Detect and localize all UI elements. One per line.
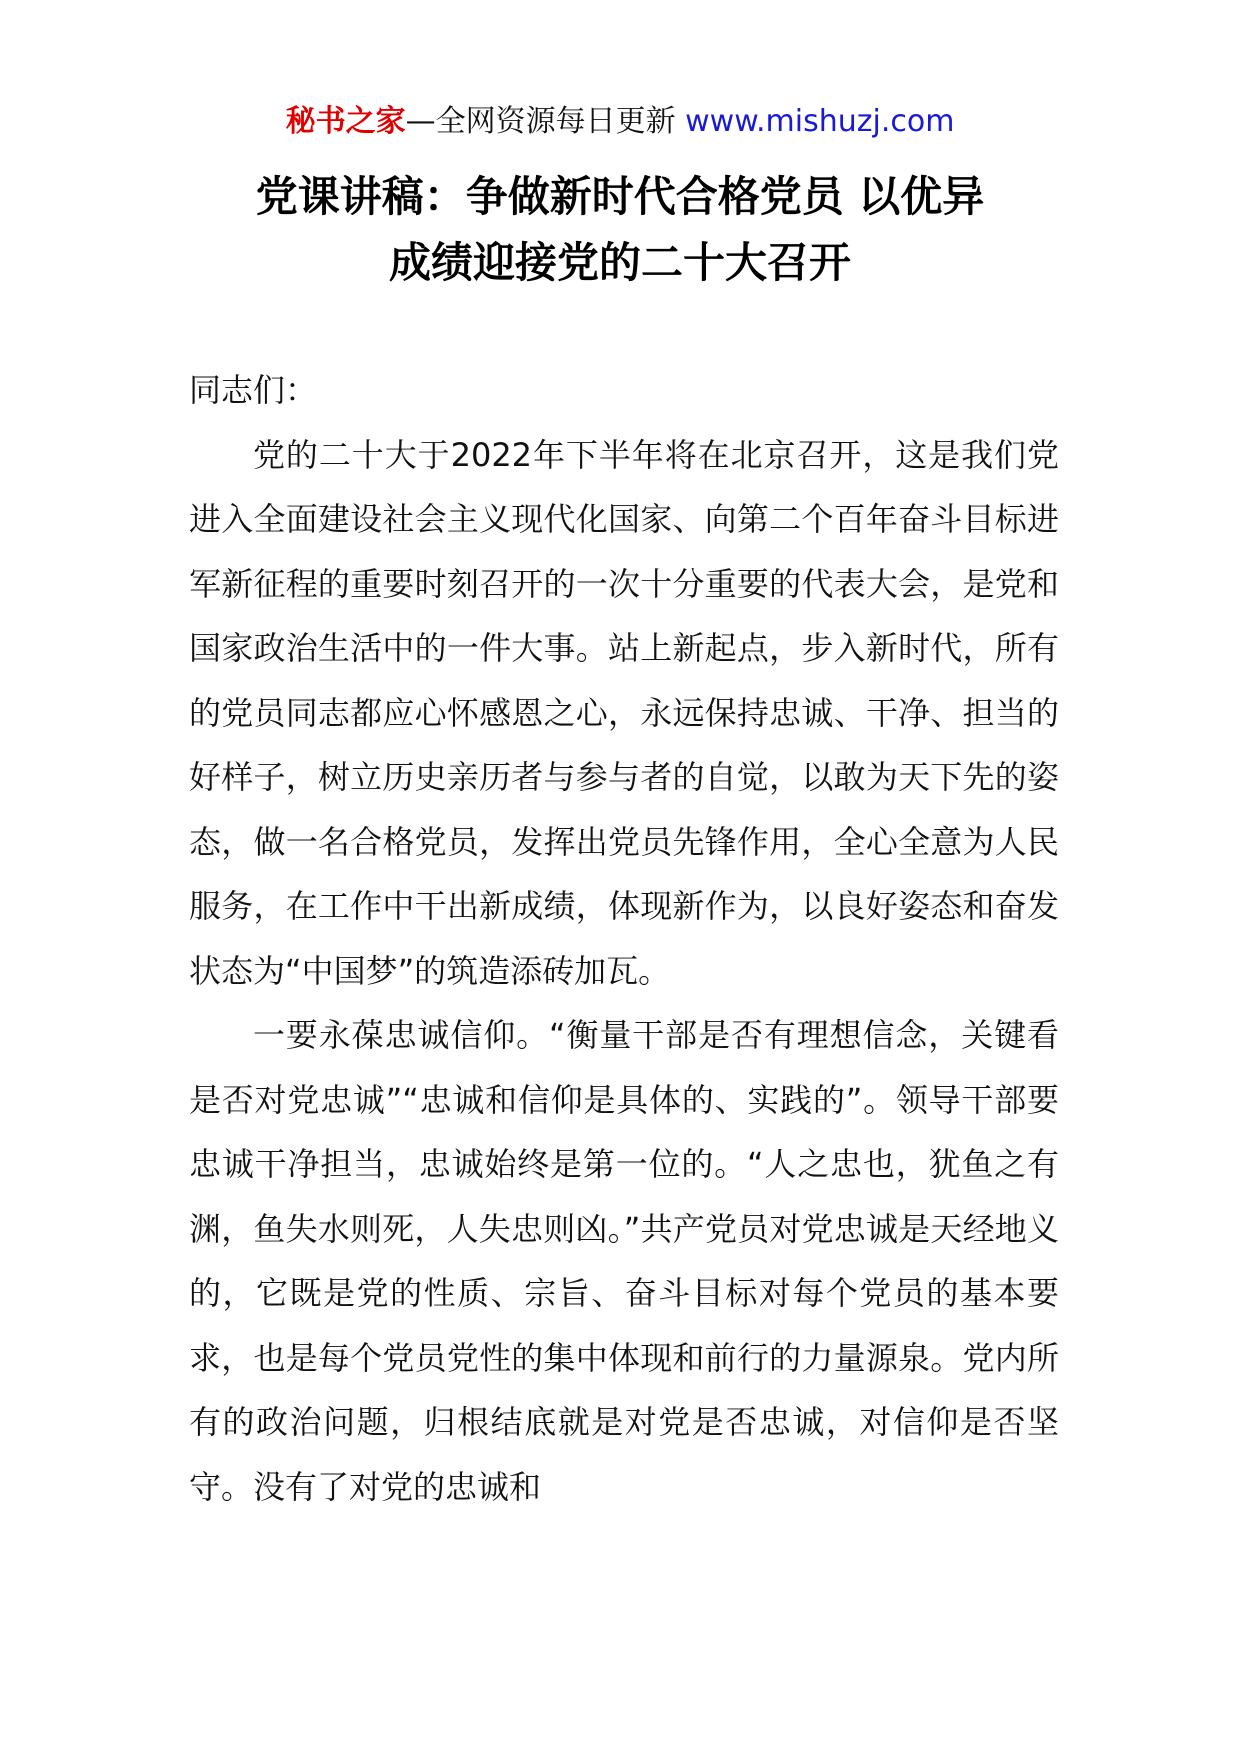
paragraph-2: 一要永葆忠诚信仰。“衡量干部是否有理想信念，关键看是否对党忠诚”“忠诚和信仰是具体的、实践的”。领导干部要忠诚干净担当，忠诚始终是第一位的。“人之忠也，犹鱼之有渊，鱼失水则死，人失忠则凶。”共产党员对党忠诚是天经地义的，它既是党的性质、宗旨、奋斗目标对每个党员的基本要求，也是每个党员党性的集中体现和前行的力量源泉。党内所有的政治问题，归根结底就是对党是否忠诚，对信仰是否坚守。没有了对党的忠诚和 bbox=[189, 1016, 1059, 1506]
document-title bbox=[140, 164, 1100, 296]
document-body bbox=[189, 358, 1059, 1519]
paragraph-1: 党的二十大于2022年下半年将在北京召开，这是我们党进入全面建设社会主义现代化国家、向第二个百年奋斗目标进军新征程的重要时刻召开的一次十分重要的代表大会，是党和国家政治生活中的一件大事。站上新起点，步入新时代，所有的党员同志都应心怀感恩之心，永远保持忠诚、干净、担当的好样子，树立历史亲历者与参与者的自觉，以敢为天下先的姿态，做一名合格党员，发挥出党员先锋作用，全心全意为人民服务，在工作中干出新成绩，体现新作为，以良好姿态和奋发状态为“中国梦”的筑造添砖加瓦。 bbox=[189, 435, 1059, 990]
site-url-link[interactable]: www.mishuzj.com bbox=[685, 104, 955, 139]
salutation: 同志们： bbox=[189, 371, 318, 409]
header-slogan: —全网资源每日更新 bbox=[405, 104, 686, 139]
title-line-1: 党课讲稿：争做新时代合格党员 以优异 bbox=[255, 172, 985, 221]
title-line-2: 成绩迎接党的二十大召开 bbox=[388, 238, 851, 287]
brand-name: 秘书之家 bbox=[285, 104, 406, 139]
header-banner bbox=[0, 100, 1240, 144]
